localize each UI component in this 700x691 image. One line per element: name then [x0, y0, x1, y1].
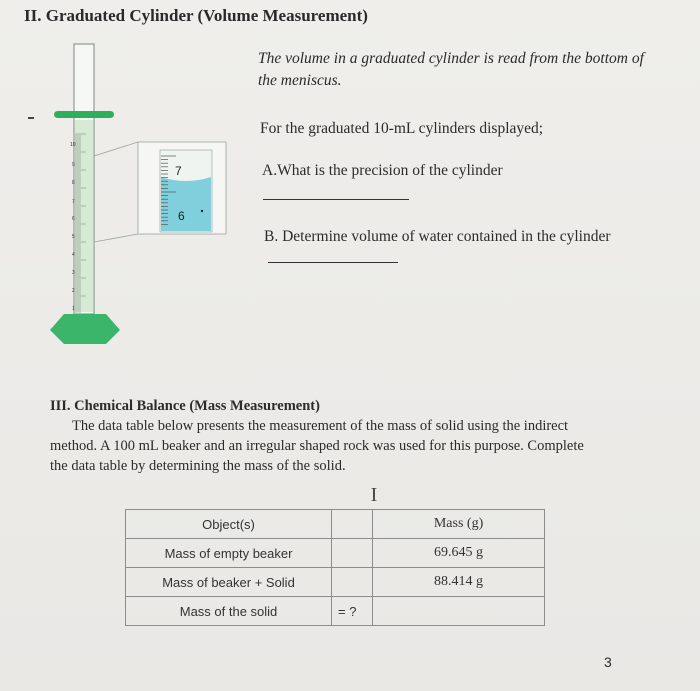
text-cursor-icon: I	[370, 484, 378, 506]
section-3-description: The data table below presents the measurement of the mass of solid using the indirect method. A 100 mL beaker and an irregular shaped rock was used for this purpose. Complete the data table by determining the mass of the solid.	[50, 418, 584, 474]
row2-mass: 88.414 g	[373, 568, 545, 597]
scale-label-3: 3	[72, 270, 75, 276]
scale-label-2: 2	[72, 288, 75, 294]
section-2-title: II. Graduated Cylinder (Volume Measurement)	[24, 6, 368, 25]
cylinder-base	[50, 314, 120, 344]
zoom-label-7: 7	[175, 164, 182, 178]
cylinder-illustration	[50, 44, 120, 344]
row1-object: Mass of empty beaker	[126, 539, 332, 568]
zoom-line-bottom	[94, 234, 138, 242]
row1-mass: 69.645 g	[373, 539, 545, 568]
header-mass: Mass (g)	[373, 510, 545, 539]
table-row	[126, 597, 545, 626]
question-a: A.What is the precision of the cylinder	[262, 162, 503, 179]
row3-middle[interactable]: = ?	[332, 597, 373, 626]
row3-object: Mass of the solid	[126, 597, 332, 626]
header-blank	[332, 510, 373, 539]
scale-label-1: 1	[72, 306, 75, 312]
zoom-dot	[201, 210, 203, 212]
mass-data-table	[125, 509, 545, 626]
scale-label-6: 6	[72, 216, 75, 222]
page-number: 3	[604, 654, 612, 670]
row3-mass-answer[interactable]	[373, 597, 545, 626]
table-row	[126, 568, 545, 597]
answer-blank-b[interactable]	[268, 262, 398, 263]
zoom-water	[161, 177, 211, 231]
row2-object: Mass of beaker + Solid	[126, 568, 332, 597]
zoomed-meniscus-view	[138, 142, 226, 234]
table-header-row	[126, 510, 545, 539]
graduated-cylinder-figure	[30, 38, 255, 358]
scale-label-4: 4	[72, 252, 75, 258]
scale-label-8: 8	[72, 180, 75, 186]
question-b: B. Determine volume of water contained in the cylinder	[264, 228, 611, 245]
zoom-line-top	[94, 142, 138, 156]
zoom-label-6: 6	[178, 209, 185, 223]
cylinder-rim	[54, 111, 114, 118]
scale-label-7: 7	[72, 199, 75, 205]
row2-middle[interactable]	[332, 568, 373, 597]
answer-blank-a[interactable]	[263, 199, 409, 200]
table-row	[126, 539, 545, 568]
section-3-title: III. Chemical Balance (Mass Measurement)	[50, 398, 320, 414]
scale-label-5: 5	[72, 234, 75, 240]
header-object: Object(s)	[126, 510, 332, 539]
scale-label-9: 9	[72, 162, 75, 168]
question-b-block	[264, 226, 624, 270]
question-intro: For the graduated 10-mL cylinders displayed;	[260, 120, 544, 137]
meniscus-instruction: The volume in a graduated cylinder is read from the bottom of the meniscus.	[258, 50, 644, 89]
scale-label-10: 10	[70, 142, 76, 148]
row1-middle[interactable]	[332, 539, 373, 568]
